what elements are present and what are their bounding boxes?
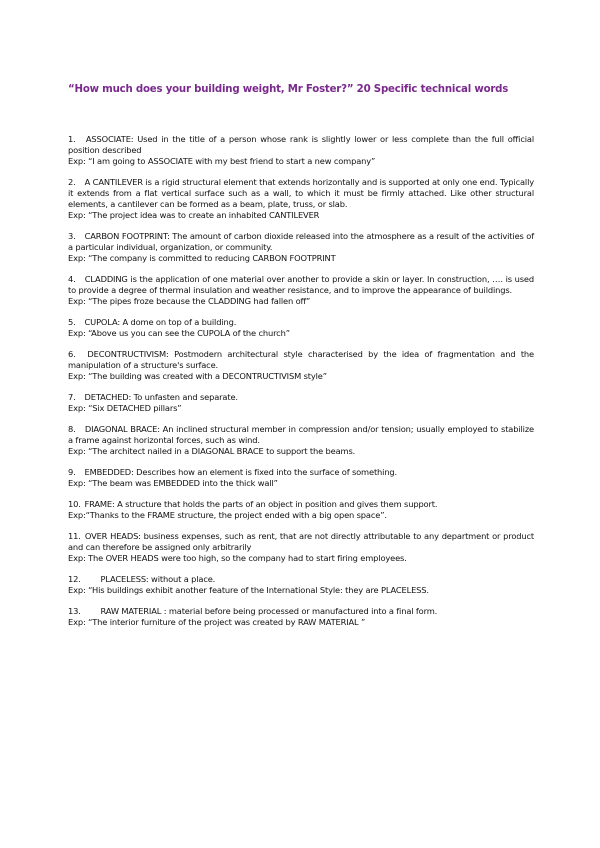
entry-text: OVER HEADS: business expenses, such as rent, that are not directly attributable to any department or product and can therefore be assigned only arbitrarily [68,531,534,552]
entry-example: Exp: “I am going to ASSOCIATE with my best friend to start a new company” [68,156,376,166]
entry-text: CUPOLA: A dome on top of a building. [84,317,237,327]
entry-11 [68,531,534,564]
entry-number: 1. [68,134,76,144]
entry-number: 3. [68,231,76,241]
entry-8 [68,424,534,457]
entry-number: 6. [68,349,76,359]
entry-2 [68,177,534,221]
entry-definition [68,499,534,510]
entry-example: Exp: The OVER HEADS were too high, so the company had to start firing employees. [68,553,407,563]
entry-4 [68,274,534,307]
entry-number: 5. [68,317,76,327]
entry-number: 4. [68,274,76,284]
entry-text: RAW MATERIAL : material before being processed or manufactured into a final form. [100,606,438,616]
entry-number: 2. [68,177,76,187]
document-title: “How much does your building weight, Mr Foster?” 20 Specific technical words [68,84,509,95]
entry-example: Exp: “Six DETACHED pillars” [68,403,182,413]
entry-number: 13. [68,606,81,616]
entry-example: Exp: “The beam was EMBEDDED into the thick wall” [68,478,278,488]
entry-example: Exp: “The interior furniture of the project was created by RAW MATERIAL ” [68,617,366,627]
entry-text: ASSOCIATE: Used in the title of a person whose rank is slightly lower or less complete than the full official position described [68,134,534,155]
entry-10 [68,499,534,521]
entry-1 [68,134,534,167]
entry-number: 12. [68,574,81,584]
entry-example: Exp: “Above us you can see the CUPOLA of the church” [68,328,290,338]
entry-definition [68,349,534,371]
entry-text: FRAME: A structure that holds the parts of an object in position and gives them support. [84,499,438,509]
entry-definition [68,317,534,328]
entry-7 [68,392,534,414]
entry-definition [68,531,534,553]
entry-3 [68,231,534,264]
entry-definition [68,231,534,253]
entry-text: DETACHED: To unfasten and separate. [84,392,238,402]
entry-definition [68,177,534,210]
entry-text: A CANTILEVER is a rigid structural element that extends horizontally and is supported at only one end. Typically it extends from a flat vertical surface such as a wall, to which it must be firmly attached. Like other structural elements, a cantilever can be formed as a beam, plate, truss, or slab. [68,177,534,209]
entry-text: PLACELESS: without a place. [100,574,216,584]
entry-text: DECONTRUCTIVISM: Postmodern architectural style characterised by the idea of fragmentation and the manipulation of a structure's surface. [68,349,534,370]
entry-number: 9. [68,467,76,477]
entry-example: Exp: “The project idea was to create an inhabited CANTILEVER [68,210,320,220]
entry-definition [68,424,534,446]
entry-number: 8. [68,424,76,434]
entry-number: 7. [68,392,76,402]
entry-definition [68,574,534,585]
entry-definition [68,606,534,617]
entry-text: CLADDING is the application of one material over another to provide a skin or layer. In construction, …. is used to provide a degree of thermal insulation and weather resistance, and to improve the appearance of buildings. [68,274,534,295]
entry-text: CARBON FOOTPRINT: The amount of carbon dioxide released into the atmosphere as a result of the activities of a particular individual, organization, or community. [68,231,535,252]
entry-6 [68,349,534,382]
entry-example: Exp: “The architect nailed in a DIAGONAL BRACE to support the beams. [68,446,356,456]
word-list [68,134,534,638]
entry-number: 10. [68,499,81,509]
entry-text: EMBEDDED: Describes how an element is fixed into the surface of something. [84,467,398,477]
entry-definition [68,467,534,478]
entry-example: Exp: “The building was created with a DECONTRUCTIVISM style” [68,371,327,381]
entry-text: DIAGONAL BRACE: An inclined structural member in compression and/or tension; usually employed to stabilize a frame against horizontal forces, such as wind. [68,424,534,445]
entry-example: Exp: “The pipes froze because the CLADDING had fallen off” [68,296,311,306]
entry-12 [68,574,534,596]
entry-example: Exp: “His buildings exhibit another feature of the International Style: they are PLACELESS. [68,585,429,595]
entry-example: Exp:“Thanks to the FRAME structure, the project ended with a big open space”. [68,510,387,520]
entry-example: Exp: “The company is committed to reducing CARBON FOOTPRINT [68,253,336,263]
entry-definition [68,134,534,156]
entry-number: 11. [68,531,81,541]
entry-5 [68,317,534,339]
entry-definition [68,392,534,403]
entry-9 [68,467,534,489]
entry-definition [68,274,534,296]
entry-13 [68,606,534,628]
